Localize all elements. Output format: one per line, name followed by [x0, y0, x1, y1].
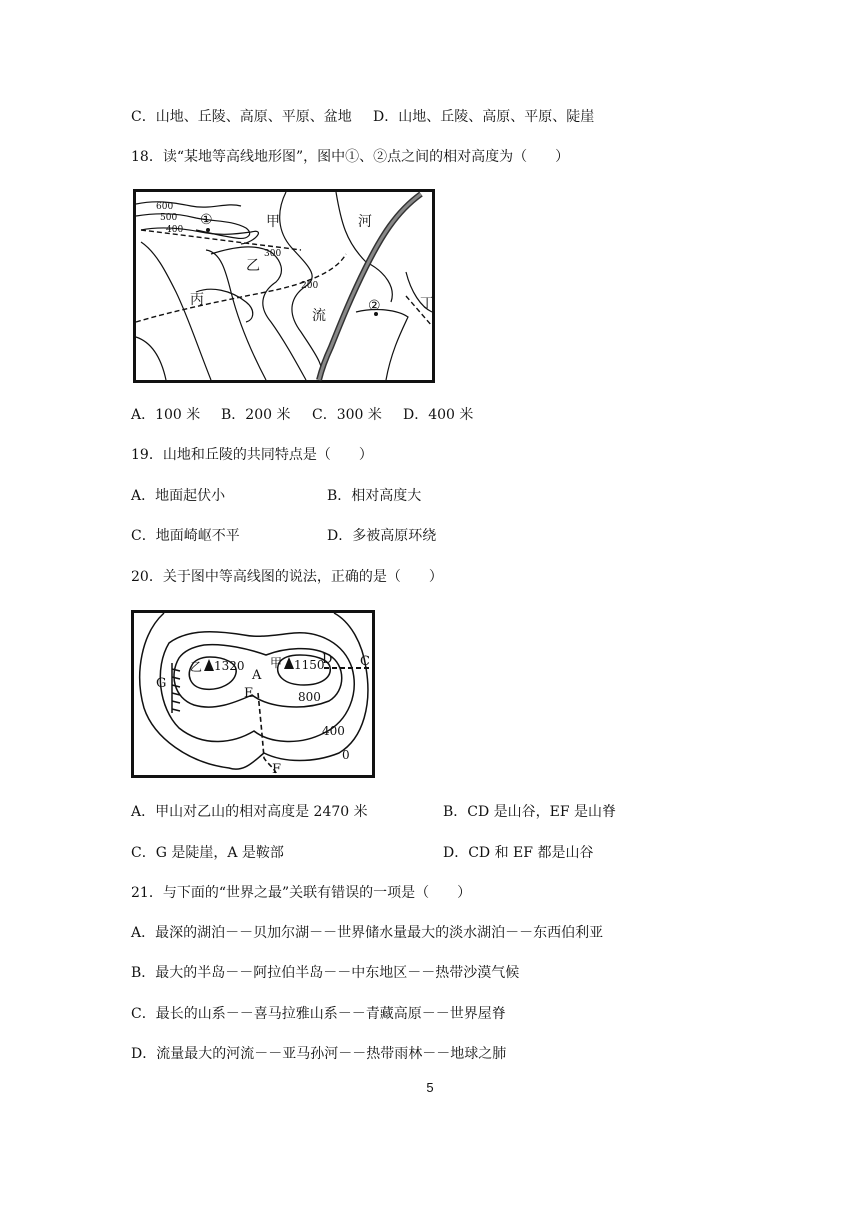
- q20-option-a: A．甲山对乙山的相对高度是 2470 米: [131, 804, 368, 820]
- q18-label-600: 600: [156, 202, 174, 212]
- q18-option-c: C．300 米: [312, 407, 382, 423]
- q20-label-G: G: [156, 676, 167, 691]
- q18-contour-map: [133, 189, 435, 383]
- q18-dashed-line-jia: [141, 230, 301, 250]
- q20-label-jia: 甲: [270, 656, 283, 670]
- q20-contour-svg: [134, 613, 372, 775]
- q18-option-b: B．200 米: [221, 407, 291, 423]
- q20-label-E: E: [244, 686, 254, 701]
- q21-stem: 21．与下面的“世界之最”关联有错误的一项是（ ）: [131, 885, 472, 901]
- q20-label-0: 0: [342, 748, 350, 762]
- q20-contour-map: [131, 610, 375, 778]
- q20-label-jia-height: 1150: [294, 658, 325, 672]
- q18-label-500: 500: [160, 213, 178, 223]
- q19-option-c: C．地面崎岖不平: [131, 528, 240, 544]
- q18-label-400: 400: [166, 225, 184, 235]
- q20-label-800: 800: [298, 690, 321, 704]
- q18-contour-d: [136, 337, 166, 380]
- q17-option-d: D．山地、丘陵、高原、平原、陡崖: [373, 109, 595, 125]
- q18-label-bing: 丙: [190, 292, 204, 308]
- q19-option-a: A．地面起伏小: [131, 488, 226, 504]
- q18-label-ding: 丁: [420, 296, 434, 312]
- q19-option-b: B．相对高度大: [327, 488, 422, 504]
- q20-jia-peak-icon: [284, 657, 294, 669]
- q20-label-F: F: [272, 762, 282, 777]
- q20-label-yi-height: 1320: [214, 659, 245, 673]
- q21-option-d: D．流量最大的河流－－亚马孙河－－热带雨林－－地球之肺: [131, 1046, 507, 1062]
- q18-label-he: 河: [358, 214, 372, 230]
- q18-contour-svg: [136, 192, 432, 380]
- q19-option-d: D．多被高原环绕: [327, 528, 437, 544]
- q18-contour-500: [136, 214, 250, 239]
- q21-option-a: A．最深的湖泊－－贝加尔湖－－世界储水量最大的淡水湖泊－－东西伯利亚: [131, 925, 604, 941]
- q20-yi-peak-icon: [204, 659, 214, 671]
- q20-stem: 20．关于图中等高线图的说法，正确的是（ ）: [131, 569, 443, 585]
- q19-stem: 19．山地和丘陵的共同特点是（ ）: [131, 447, 373, 463]
- q18-point1-dot: [206, 228, 210, 232]
- q18-option-d: D．400 米: [403, 407, 474, 423]
- q20-label-yi: 乙: [190, 660, 203, 674]
- q18-contour-f: [356, 310, 408, 380]
- q20-label-A: A: [252, 668, 262, 683]
- q20-label-C: C: [360, 654, 370, 669]
- q18-contour-e: [336, 192, 392, 302]
- q20-label-400: 400: [322, 724, 345, 738]
- q20-option-b: B．CD 是山谷，EF 是山脊: [443, 804, 617, 820]
- q18-label-jia: 甲: [266, 214, 280, 230]
- q18-label-200: 200: [301, 281, 319, 291]
- q17-option-c: C．山地、丘陵、高原、平原、盆地: [131, 109, 352, 125]
- q21-option-c: C．最长的山系－－喜马拉雅山系－－青藏高原－－世界屋脊: [131, 1006, 506, 1022]
- page-number: 5: [426, 1080, 434, 1095]
- q18-contour-600: [136, 202, 241, 207]
- q20-option-d: D．CD 和 EF 都是山谷: [443, 845, 594, 861]
- q20-option-c: C．G 是陡崖，A 是鞍部: [131, 845, 284, 861]
- q18-label-yi: 乙: [246, 258, 260, 274]
- q18-label-liu: 流: [312, 308, 326, 324]
- q18-label-point1: ①: [200, 212, 213, 228]
- q20-label-D: D: [322, 652, 333, 667]
- q18-label-300: 300: [264, 249, 282, 259]
- q18-stem: 18．读“某地等高线地形图”，图中①、②点之间的相对高度为（ ）: [131, 149, 570, 165]
- q18-option-a: A．100 米: [131, 407, 201, 423]
- q18-contour-c: [196, 289, 253, 322]
- q21-option-b: B．最大的半岛－－阿拉伯半岛－－中东地区－－热带沙漠气候: [131, 965, 520, 981]
- q18-label-point2: ②: [368, 298, 381, 314]
